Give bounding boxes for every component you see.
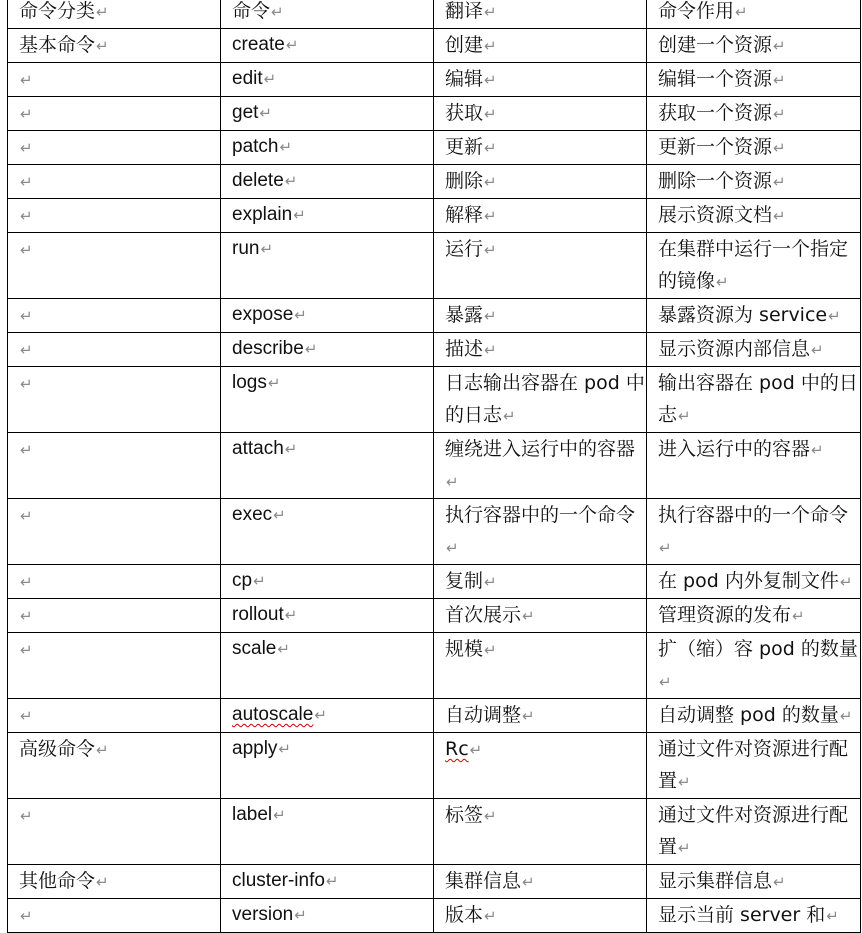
cell-category: [8, 599, 221, 633]
paragraph-mark-icon: ↵: [678, 407, 691, 425]
cell-translation: [434, 799, 647, 865]
cell-text: 命令作用: [658, 0, 735, 22]
cell-text: 创建: [445, 34, 484, 56]
table-row: [8, 199, 861, 233]
cell-text: 创建一个资源: [658, 34, 773, 56]
paragraph-mark-icon: ↵: [484, 307, 497, 325]
cell-text: 基本命令: [19, 34, 96, 56]
table-row: [8, 499, 861, 565]
cell-text: expose: [232, 304, 294, 325]
cell-text: 在 pod 内外复制文件: [658, 570, 839, 592]
paragraph-mark-icon: ↵: [20, 173, 33, 191]
cell-command: [221, 367, 434, 433]
cell-translation: [434, 97, 647, 131]
cell-translation: [434, 433, 647, 499]
paragraph-mark-icon: ↵: [96, 741, 109, 759]
paragraph-mark-icon: ↵: [839, 707, 853, 725]
cell-text: 显示集群信息: [658, 870, 773, 892]
cell-command: [221, 599, 434, 633]
cell-translation: [434, 333, 647, 367]
paragraph-mark-icon: ↵: [484, 207, 497, 225]
cell-text: describe: [232, 338, 304, 359]
cell-text: 自动调整: [445, 704, 522, 726]
cell-text: 展示资源文档: [658, 204, 773, 226]
cell-text: autoscale: [232, 704, 314, 725]
cell-text: 进入运行中的容器: [658, 438, 811, 460]
paragraph-mark-icon: ↵: [293, 207, 306, 224]
paragraph-mark-icon: ↵: [20, 507, 33, 525]
cell-usage: [647, 599, 861, 633]
cell-category: [8, 299, 221, 333]
cell-translation: [434, 599, 647, 633]
cell-text: 扩（缩）容 pod 的数量: [658, 638, 858, 660]
paragraph-mark-icon: ↵: [484, 241, 497, 259]
cell-text: 复制: [445, 570, 484, 592]
cell-translation: [434, 565, 647, 599]
paragraph-mark-icon: ↵: [20, 241, 33, 259]
table-row: [8, 233, 861, 299]
column-header: [434, 0, 647, 29]
cell-text: 通过文件对资源进行配置: [658, 804, 849, 858]
cell-category: [8, 97, 221, 131]
cell-text: 翻译: [445, 0, 484, 22]
cell-usage: [647, 97, 861, 131]
cell-usage: [647, 29, 861, 63]
cell-text: 输出容器在 pod 中的日志: [658, 372, 858, 426]
column-header: [647, 0, 861, 29]
paragraph-mark-icon: ↵: [314, 707, 327, 724]
cell-text: 版本: [445, 904, 484, 926]
paragraph-mark-icon: ↵: [277, 641, 290, 658]
table-row: [8, 865, 861, 899]
cell-text: 命令: [232, 0, 271, 22]
cell-text: delete: [232, 170, 284, 191]
cell-usage: [647, 199, 861, 233]
cell-command: [221, 565, 434, 599]
paragraph-mark-icon: ↵: [484, 37, 497, 55]
paragraph-mark-icon: ↵: [20, 607, 33, 625]
cell-command: [221, 899, 434, 933]
paragraph-mark-icon: ↵: [735, 3, 748, 21]
paragraph-mark-icon: ↵: [20, 341, 33, 359]
cell-category: [8, 29, 221, 63]
cell-category: [8, 333, 221, 367]
cell-translation: [434, 865, 647, 899]
cell-command: [221, 433, 434, 499]
cell-command: [221, 633, 434, 699]
paragraph-mark-icon: ↵: [96, 873, 109, 891]
paragraph-mark-icon: ↵: [484, 71, 497, 89]
paragraph-mark-icon: ↵: [253, 573, 266, 590]
cell-category: [8, 131, 221, 165]
cell-translation: [434, 233, 647, 299]
cell-text: explain: [232, 204, 293, 225]
paragraph-mark-icon: ↵: [484, 573, 497, 591]
paragraph-mark-icon: ↵: [284, 441, 298, 458]
paragraph-mark-icon: ↵: [20, 105, 33, 123]
cell-text: 执行容器中的一个命令: [445, 504, 636, 526]
cell-usage: [647, 333, 861, 367]
paragraph-mark-icon: ↵: [294, 307, 307, 324]
cell-category: [8, 799, 221, 865]
cell-usage: [647, 799, 861, 865]
cell-text: logs: [232, 372, 267, 393]
paragraph-mark-icon: ↵: [279, 139, 293, 156]
cell-usage: [647, 433, 861, 499]
cell-text: create: [232, 34, 285, 55]
cell-text: 命令分类: [19, 0, 96, 22]
cell-category: [8, 633, 221, 699]
paragraph-mark-icon: ↵: [716, 273, 729, 291]
cell-text: 描述: [445, 338, 484, 360]
paragraph-mark-icon: ↵: [294, 907, 307, 924]
paragraph-mark-icon: ↵: [20, 907, 33, 925]
cell-category: [8, 233, 221, 299]
cell-translation: [434, 733, 647, 799]
cell-category: [8, 63, 221, 97]
paragraph-mark-icon: ↵: [484, 105, 497, 123]
paragraph-mark-icon: ↵: [773, 139, 786, 157]
cell-text: 执行容器中的一个命令: [658, 504, 849, 526]
table-row: [8, 565, 861, 599]
cell-text: apply: [232, 738, 278, 759]
cell-usage: [647, 233, 861, 299]
paragraph-mark-icon: ↵: [20, 71, 33, 89]
paragraph-mark-icon: ↵: [20, 441, 33, 459]
paragraph-mark-icon: ↵: [20, 807, 33, 825]
cell-text: 解释: [445, 204, 484, 226]
table-row: [8, 97, 861, 131]
paragraph-mark-icon: ↵: [678, 839, 691, 857]
paragraph-mark-icon: ↵: [259, 105, 272, 122]
cell-text: 获取一个资源: [658, 102, 773, 124]
paragraph-mark-icon: ↵: [284, 607, 298, 624]
paragraph-mark-icon: ↵: [839, 573, 853, 591]
cell-command: [221, 865, 434, 899]
paragraph-mark-icon: ↵: [285, 37, 299, 54]
paragraph-mark-icon: ↵: [484, 3, 497, 21]
cell-category: [8, 565, 221, 599]
cell-text: 其他命令: [19, 870, 96, 892]
cell-translation: [434, 699, 647, 733]
cell-translation: [434, 29, 647, 63]
column-header: [221, 0, 434, 29]
paragraph-mark-icon: ↵: [484, 907, 497, 925]
paragraph-mark-icon: ↵: [20, 707, 33, 725]
paragraph-mark-icon: ↵: [96, 37, 109, 55]
cell-command: [221, 97, 434, 131]
table-row: [8, 131, 861, 165]
cell-text: 标签: [445, 804, 484, 826]
paragraph-mark-icon: ↵: [260, 241, 274, 258]
cell-text: rollout: [232, 604, 284, 625]
cell-text: label: [232, 804, 273, 825]
cell-usage: [647, 899, 861, 933]
paragraph-mark-icon: ↵: [522, 607, 535, 625]
cell-text: 集群信息: [445, 870, 522, 892]
table-row: [8, 799, 861, 865]
cell-text: 获取: [445, 102, 484, 124]
cell-usage: [647, 699, 861, 733]
cell-command: [221, 699, 434, 733]
cell-usage: [647, 733, 861, 799]
paragraph-mark-icon: ↵: [20, 641, 33, 659]
cell-translation: [434, 899, 647, 933]
cell-text: edit: [232, 68, 263, 89]
paragraph-mark-icon: ↵: [826, 907, 839, 925]
paragraph-mark-icon: ↵: [811, 341, 824, 359]
cell-usage: [647, 367, 861, 433]
paragraph-mark-icon: ↵: [20, 573, 33, 591]
cell-text: 更新: [445, 136, 484, 158]
cell-text: run: [232, 238, 260, 259]
paragraph-mark-icon: ↵: [773, 873, 786, 891]
table-row: [8, 699, 861, 733]
paragraph-mark-icon: ↵: [278, 741, 291, 758]
cell-usage: [647, 565, 861, 599]
cell-category: [8, 733, 221, 799]
paragraph-mark-icon: ↵: [773, 71, 786, 89]
cell-text: 首次展示: [445, 604, 522, 626]
paragraph-mark-icon: ↵: [484, 139, 497, 157]
paragraph-mark-icon: ↵: [271, 3, 284, 21]
paragraph-mark-icon: ↵: [20, 375, 33, 393]
paragraph-mark-icon: ↵: [446, 539, 459, 557]
paragraph-mark-icon: ↵: [20, 207, 33, 225]
paragraph-mark-icon: ↵: [522, 707, 535, 725]
cell-text: cluster-info: [232, 870, 325, 891]
cell-usage: [647, 299, 861, 333]
cell-text: Rc: [445, 738, 469, 760]
cell-command: [221, 799, 434, 865]
paragraph-mark-icon: ↵: [20, 139, 33, 157]
cell-text: 日志输出容器在 pod 中的日志: [445, 372, 645, 426]
paragraph-mark-icon: ↵: [828, 307, 841, 325]
cell-command: [221, 299, 434, 333]
paragraph-mark-icon: ↵: [503, 407, 516, 425]
cell-command: [221, 63, 434, 97]
paragraph-mark-icon: ↵: [484, 807, 497, 825]
paragraph-mark-icon: ↵: [522, 873, 535, 891]
table-row: [8, 433, 861, 499]
paragraph-mark-icon: ↵: [678, 773, 691, 791]
paragraph-mark-icon: ↵: [484, 641, 497, 659]
cell-command: [221, 29, 434, 63]
cell-translation: [434, 199, 647, 233]
paragraph-mark-icon: ↵: [773, 105, 786, 123]
table-row: [8, 333, 861, 367]
cell-text: exec: [232, 504, 273, 525]
paragraph-mark-icon: ↵: [773, 207, 786, 225]
cell-category: [8, 865, 221, 899]
kubectl-command-table: [7, 0, 861, 933]
cell-command: [221, 165, 434, 199]
cell-text: 暴露资源为 service: [658, 304, 828, 326]
cell-text: 显示资源内部信息: [658, 338, 811, 360]
cell-text: cp: [232, 570, 253, 591]
table-row: [8, 599, 861, 633]
paragraph-mark-icon: ↵: [469, 741, 483, 759]
cell-text: 高级命令: [19, 738, 96, 760]
cell-translation: [434, 633, 647, 699]
cell-text: 管理资源的发布: [658, 604, 792, 626]
table-row: [8, 63, 861, 97]
cell-usage: [647, 131, 861, 165]
cell-command: [221, 733, 434, 799]
cell-translation: [434, 131, 647, 165]
paragraph-mark-icon: ↵: [267, 375, 281, 392]
paragraph-mark-icon: ↵: [20, 307, 33, 325]
paragraph-mark-icon: ↵: [484, 173, 497, 191]
cell-text: 规模: [445, 638, 484, 660]
cell-command: [221, 499, 434, 565]
paragraph-mark-icon: ↵: [773, 173, 786, 191]
table-row: [8, 633, 861, 699]
cell-text: 运行: [445, 238, 484, 260]
paragraph-mark-icon: ↵: [325, 873, 339, 890]
cell-text: scale: [232, 638, 277, 659]
cell-text: 显示当前 server 和: [658, 904, 826, 926]
cell-text: get: [232, 102, 259, 123]
paragraph-mark-icon: ↵: [273, 507, 286, 524]
paragraph-mark-icon: ↵: [96, 3, 109, 21]
table-row: [8, 899, 861, 933]
cell-category: [8, 367, 221, 433]
table-body: [8, 0, 861, 933]
cell-category: [8, 199, 221, 233]
paragraph-mark-icon: ↵: [446, 473, 459, 491]
cell-text: version: [232, 904, 294, 925]
cell-translation: [434, 499, 647, 565]
paragraph-mark-icon: ↵: [659, 673, 672, 691]
table-row: [8, 165, 861, 199]
table-row: [8, 367, 861, 433]
cell-text: patch: [232, 136, 279, 157]
cell-category: [8, 499, 221, 565]
cell-text: 自动调整 pod 的数量: [658, 704, 839, 726]
cell-command: [221, 199, 434, 233]
table-row: [8, 29, 861, 63]
cell-text: 编辑一个资源: [658, 68, 773, 90]
cell-text: 缠绕进入运行中的容器: [445, 438, 636, 460]
cell-command: [221, 333, 434, 367]
paragraph-mark-icon: ↵: [792, 607, 805, 625]
cell-text: 编辑: [445, 68, 484, 90]
cell-usage: [647, 499, 861, 565]
table-row: [8, 733, 861, 799]
cell-text: 通过文件对资源进行配置: [658, 738, 849, 792]
cell-usage: [647, 865, 861, 899]
paragraph-mark-icon: ↵: [811, 441, 824, 459]
cell-translation: [434, 63, 647, 97]
cell-usage: [647, 633, 861, 699]
cell-text: 暴露: [445, 304, 484, 326]
paragraph-mark-icon: ↵: [284, 173, 298, 190]
cell-text: 删除: [445, 170, 484, 192]
cell-translation: [434, 165, 647, 199]
paragraph-mark-icon: ↵: [773, 37, 786, 55]
cell-text: attach: [232, 438, 284, 459]
paragraph-mark-icon: ↵: [659, 539, 672, 557]
cell-text: 删除一个资源: [658, 170, 773, 192]
cell-text: 更新一个资源: [658, 136, 773, 158]
cell-command: [221, 233, 434, 299]
table-header-row: [8, 0, 861, 29]
paragraph-mark-icon: ↵: [484, 341, 497, 359]
cell-category: [8, 899, 221, 933]
cell-translation: [434, 367, 647, 433]
cell-category: [8, 165, 221, 199]
paragraph-mark-icon: ↵: [263, 71, 277, 88]
paragraph-mark-icon: ↵: [304, 341, 318, 358]
paragraph-mark-icon: ↵: [273, 807, 286, 824]
cell-usage: [647, 165, 861, 199]
cell-category: [8, 433, 221, 499]
cell-usage: [647, 63, 861, 97]
table-row: [8, 299, 861, 333]
cell-category: [8, 699, 221, 733]
cell-text: 在集群中运行一个指定的镜像: [658, 238, 849, 292]
cell-command: [221, 131, 434, 165]
cell-translation: [434, 299, 647, 333]
column-header: [8, 0, 221, 29]
